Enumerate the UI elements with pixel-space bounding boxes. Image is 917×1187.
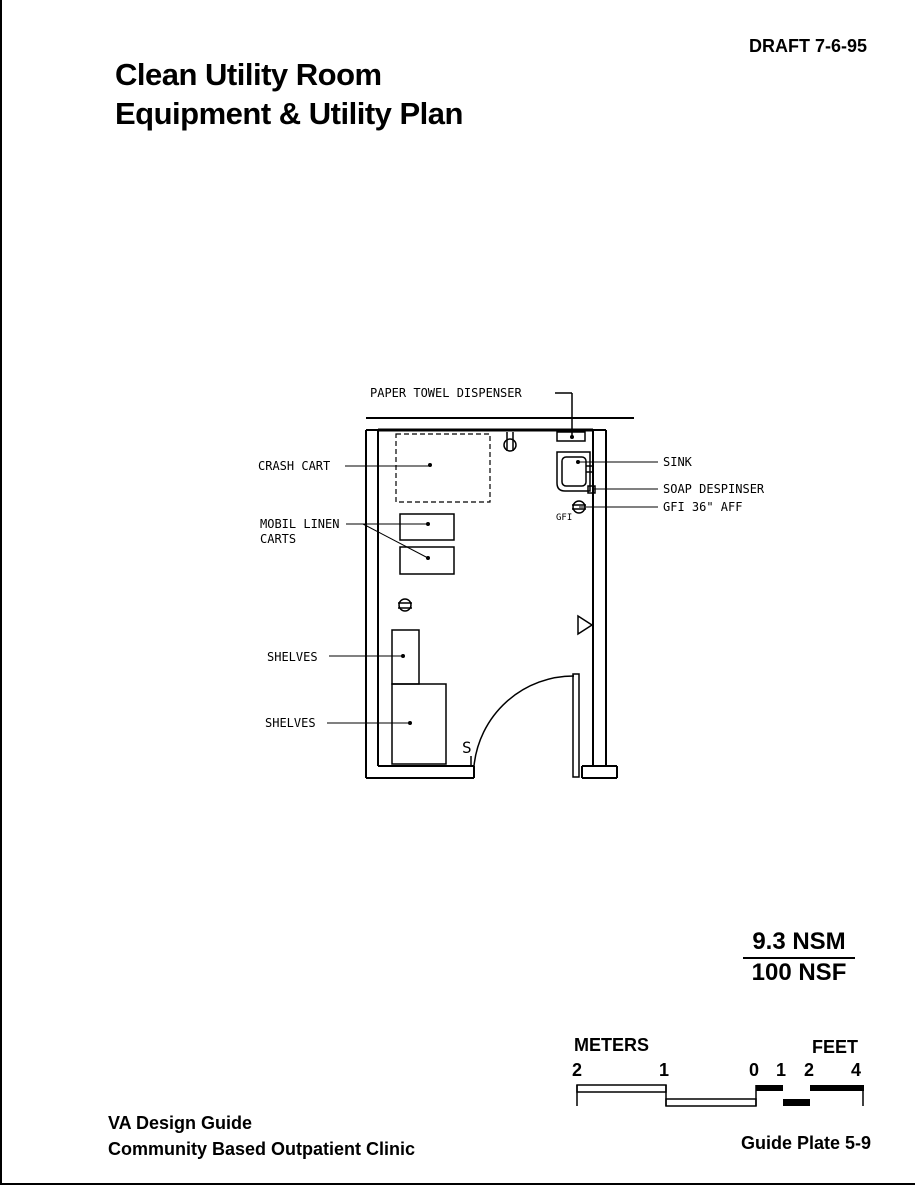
outlet-icon-left — [398, 599, 412, 611]
label-gfi-tag: GFI — [556, 513, 573, 523]
sink — [557, 452, 592, 491]
thermostat-icon — [578, 616, 592, 634]
label-paper-towel: PAPER TOWEL DISPENSER — [370, 386, 522, 400]
linen-cart-1 — [400, 514, 454, 540]
label-switch: S — [462, 738, 472, 757]
linen-cart-2 — [400, 547, 454, 574]
label-gfi: GFI 36" AFF — [663, 500, 743, 514]
footer-line-2: Community Based Outpatient Clinic — [108, 1139, 416, 1159]
label-shelves-upper: SHELVES — [267, 650, 318, 664]
title-line-2: Equipment & Utility Plan — [115, 96, 463, 131]
scale-tick-1ft: 1 — [776, 1060, 787, 1080]
footer-line-1: VA Design Guide — [108, 1113, 253, 1133]
label-shelves-lower: SHELVES — [265, 716, 316, 730]
scale-tick-2m: 2 — [572, 1060, 583, 1080]
crash-cart — [396, 434, 490, 502]
draft-date: DRAFT 7-6-95 — [748, 36, 867, 56]
scale-tick-2ft: 2 — [804, 1060, 815, 1080]
scale-tick-1m: 1 — [659, 1060, 670, 1080]
scale-tick-0: 0 — [749, 1060, 760, 1080]
label-sink: SINK — [663, 455, 692, 469]
footer-guide — [108, 1110, 415, 1162]
label-linen-2: CARTS — [260, 532, 297, 546]
scale-feet-label: FEET — [812, 1037, 859, 1057]
label-linen-1: MOBIL LINEN — [260, 517, 340, 531]
shelves-lower — [392, 684, 446, 764]
area-summary — [743, 928, 855, 987]
area-nsf: 100 NSF — [751, 959, 847, 986]
shelves-upper — [392, 630, 419, 684]
label-soap: SOAP DESPINSER — [663, 482, 765, 496]
scale-tick-4ft: 4 — [851, 1060, 862, 1080]
outlet-icon-top — [504, 432, 516, 451]
label-crash-cart: CRASH CART — [258, 459, 331, 473]
scale-meters-label: METERS — [574, 1035, 650, 1055]
guide-plate: Guide Plate 5-9 — [740, 1133, 871, 1153]
title-line-1: Clean Utility Room — [115, 57, 382, 92]
area-nsm: 9.3 NSM — [743, 928, 855, 959]
door — [474, 674, 579, 777]
